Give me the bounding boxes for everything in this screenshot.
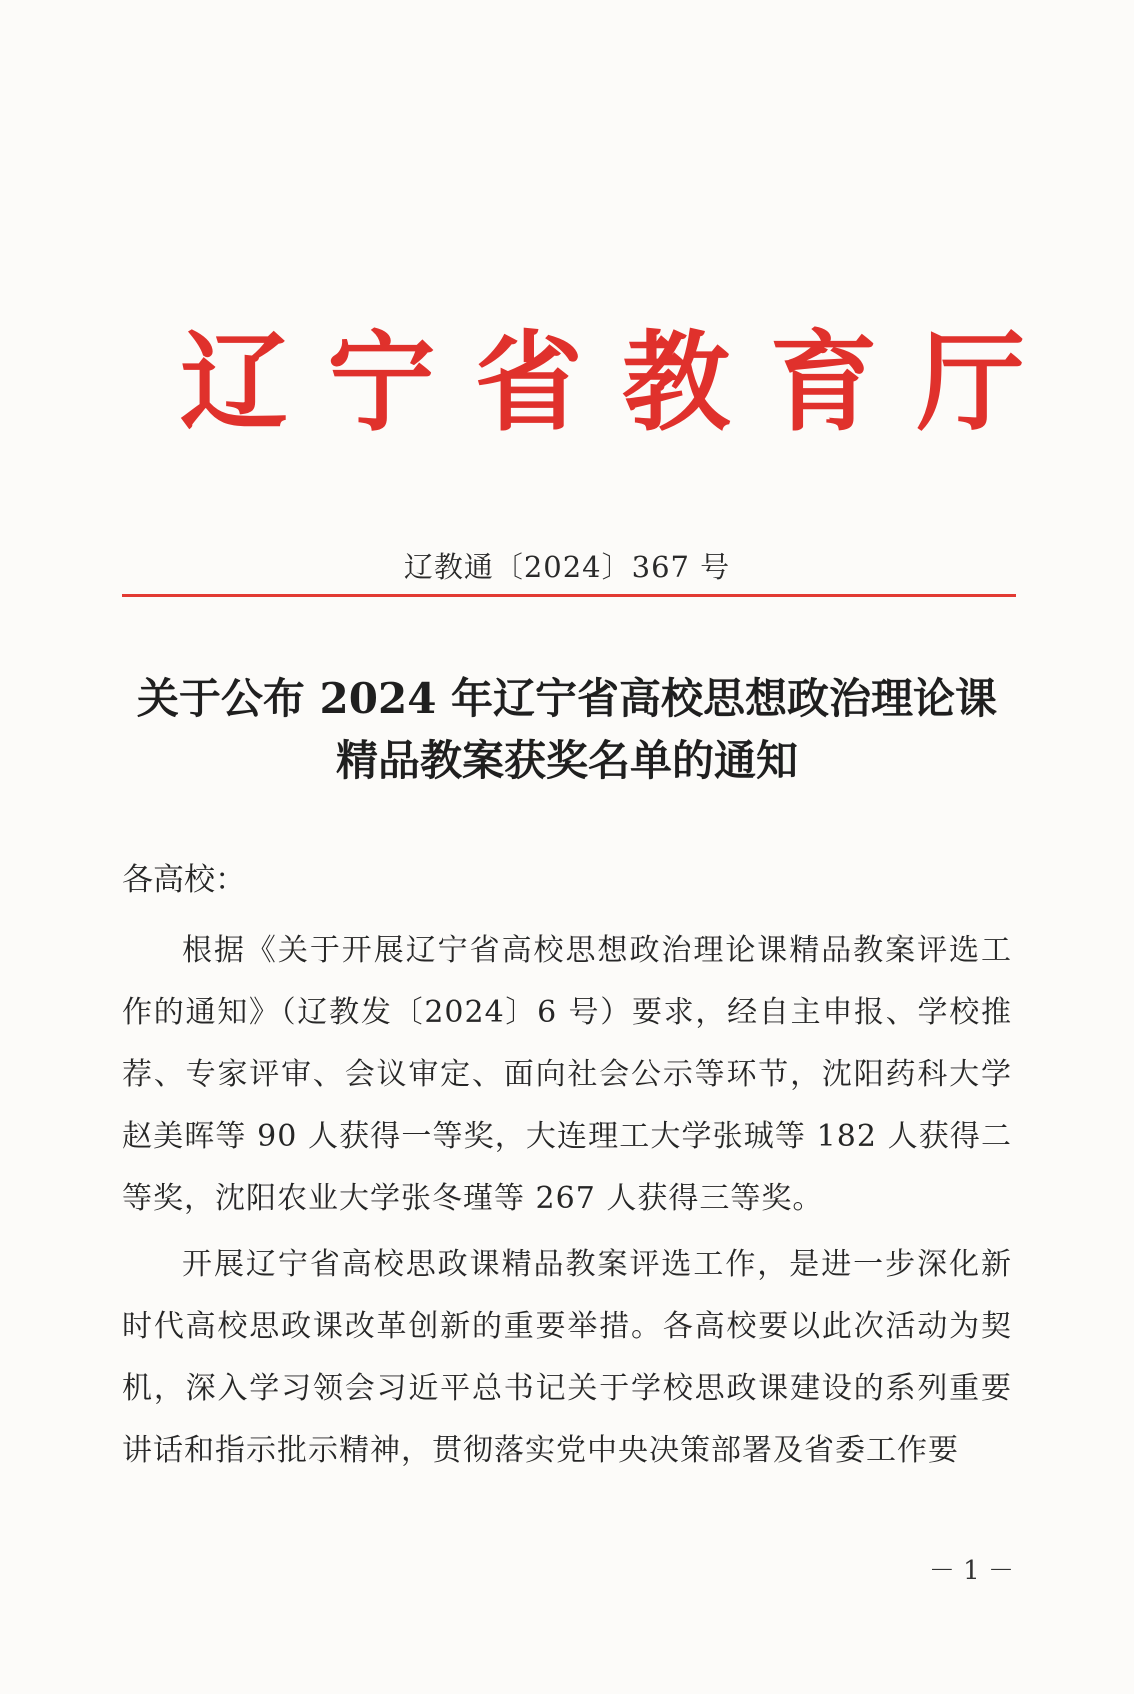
notice-title-line-2: 精品教案获奖名单的通知 — [335, 736, 798, 785]
body-paragraph-1: 根据《关于开展辽宁省高校思想政治理论课精品教案评选工作的通知》（辽教发〔2024〕6 号）要求，经自主申报、学校推荐、专家评审、会议审定、面向社会公示等环节，沈阳药科大学赵美晖等 90 人获得一等奖，大连理工大学张珹等 182 人获得二等奖，沈阳农业大学张冬瑾等 267 人获得三等奖。 — [122, 933, 1012, 1216]
header-char: 辽 — [180, 320, 289, 446]
notice-body — [122, 920, 1012, 1486]
notice-title-line-1: 关于公布 2024 年辽宁省高校思想政治理论课 — [136, 674, 998, 723]
header-char: 宁 — [327, 320, 436, 446]
header-char: 教 — [622, 320, 731, 446]
header-char: 育 — [769, 320, 878, 446]
header-char: 省 — [474, 320, 583, 446]
salutation: 各高校： — [122, 862, 246, 898]
body-paragraph-2: 开展辽宁省高校思政课精品教案评选工作，是进一步深化新时代高校思政课改革创新的重要举措。各高校要以此次活动为契机，深入学习领会习近平总书记关于学校思政课建设的系列重要讲话和指示批示精神，贯彻落实党中央决策部署及省委工作要 — [122, 1247, 1012, 1468]
notice-title — [0, 668, 1134, 792]
header-char: 厅 — [916, 320, 1025, 446]
document-number: 辽教通〔2024〕367 号 — [403, 550, 731, 584]
red-divider — [122, 594, 1016, 597]
issuing-authority-header — [180, 318, 1025, 448]
page-number: － 1 － — [928, 1556, 1014, 1586]
